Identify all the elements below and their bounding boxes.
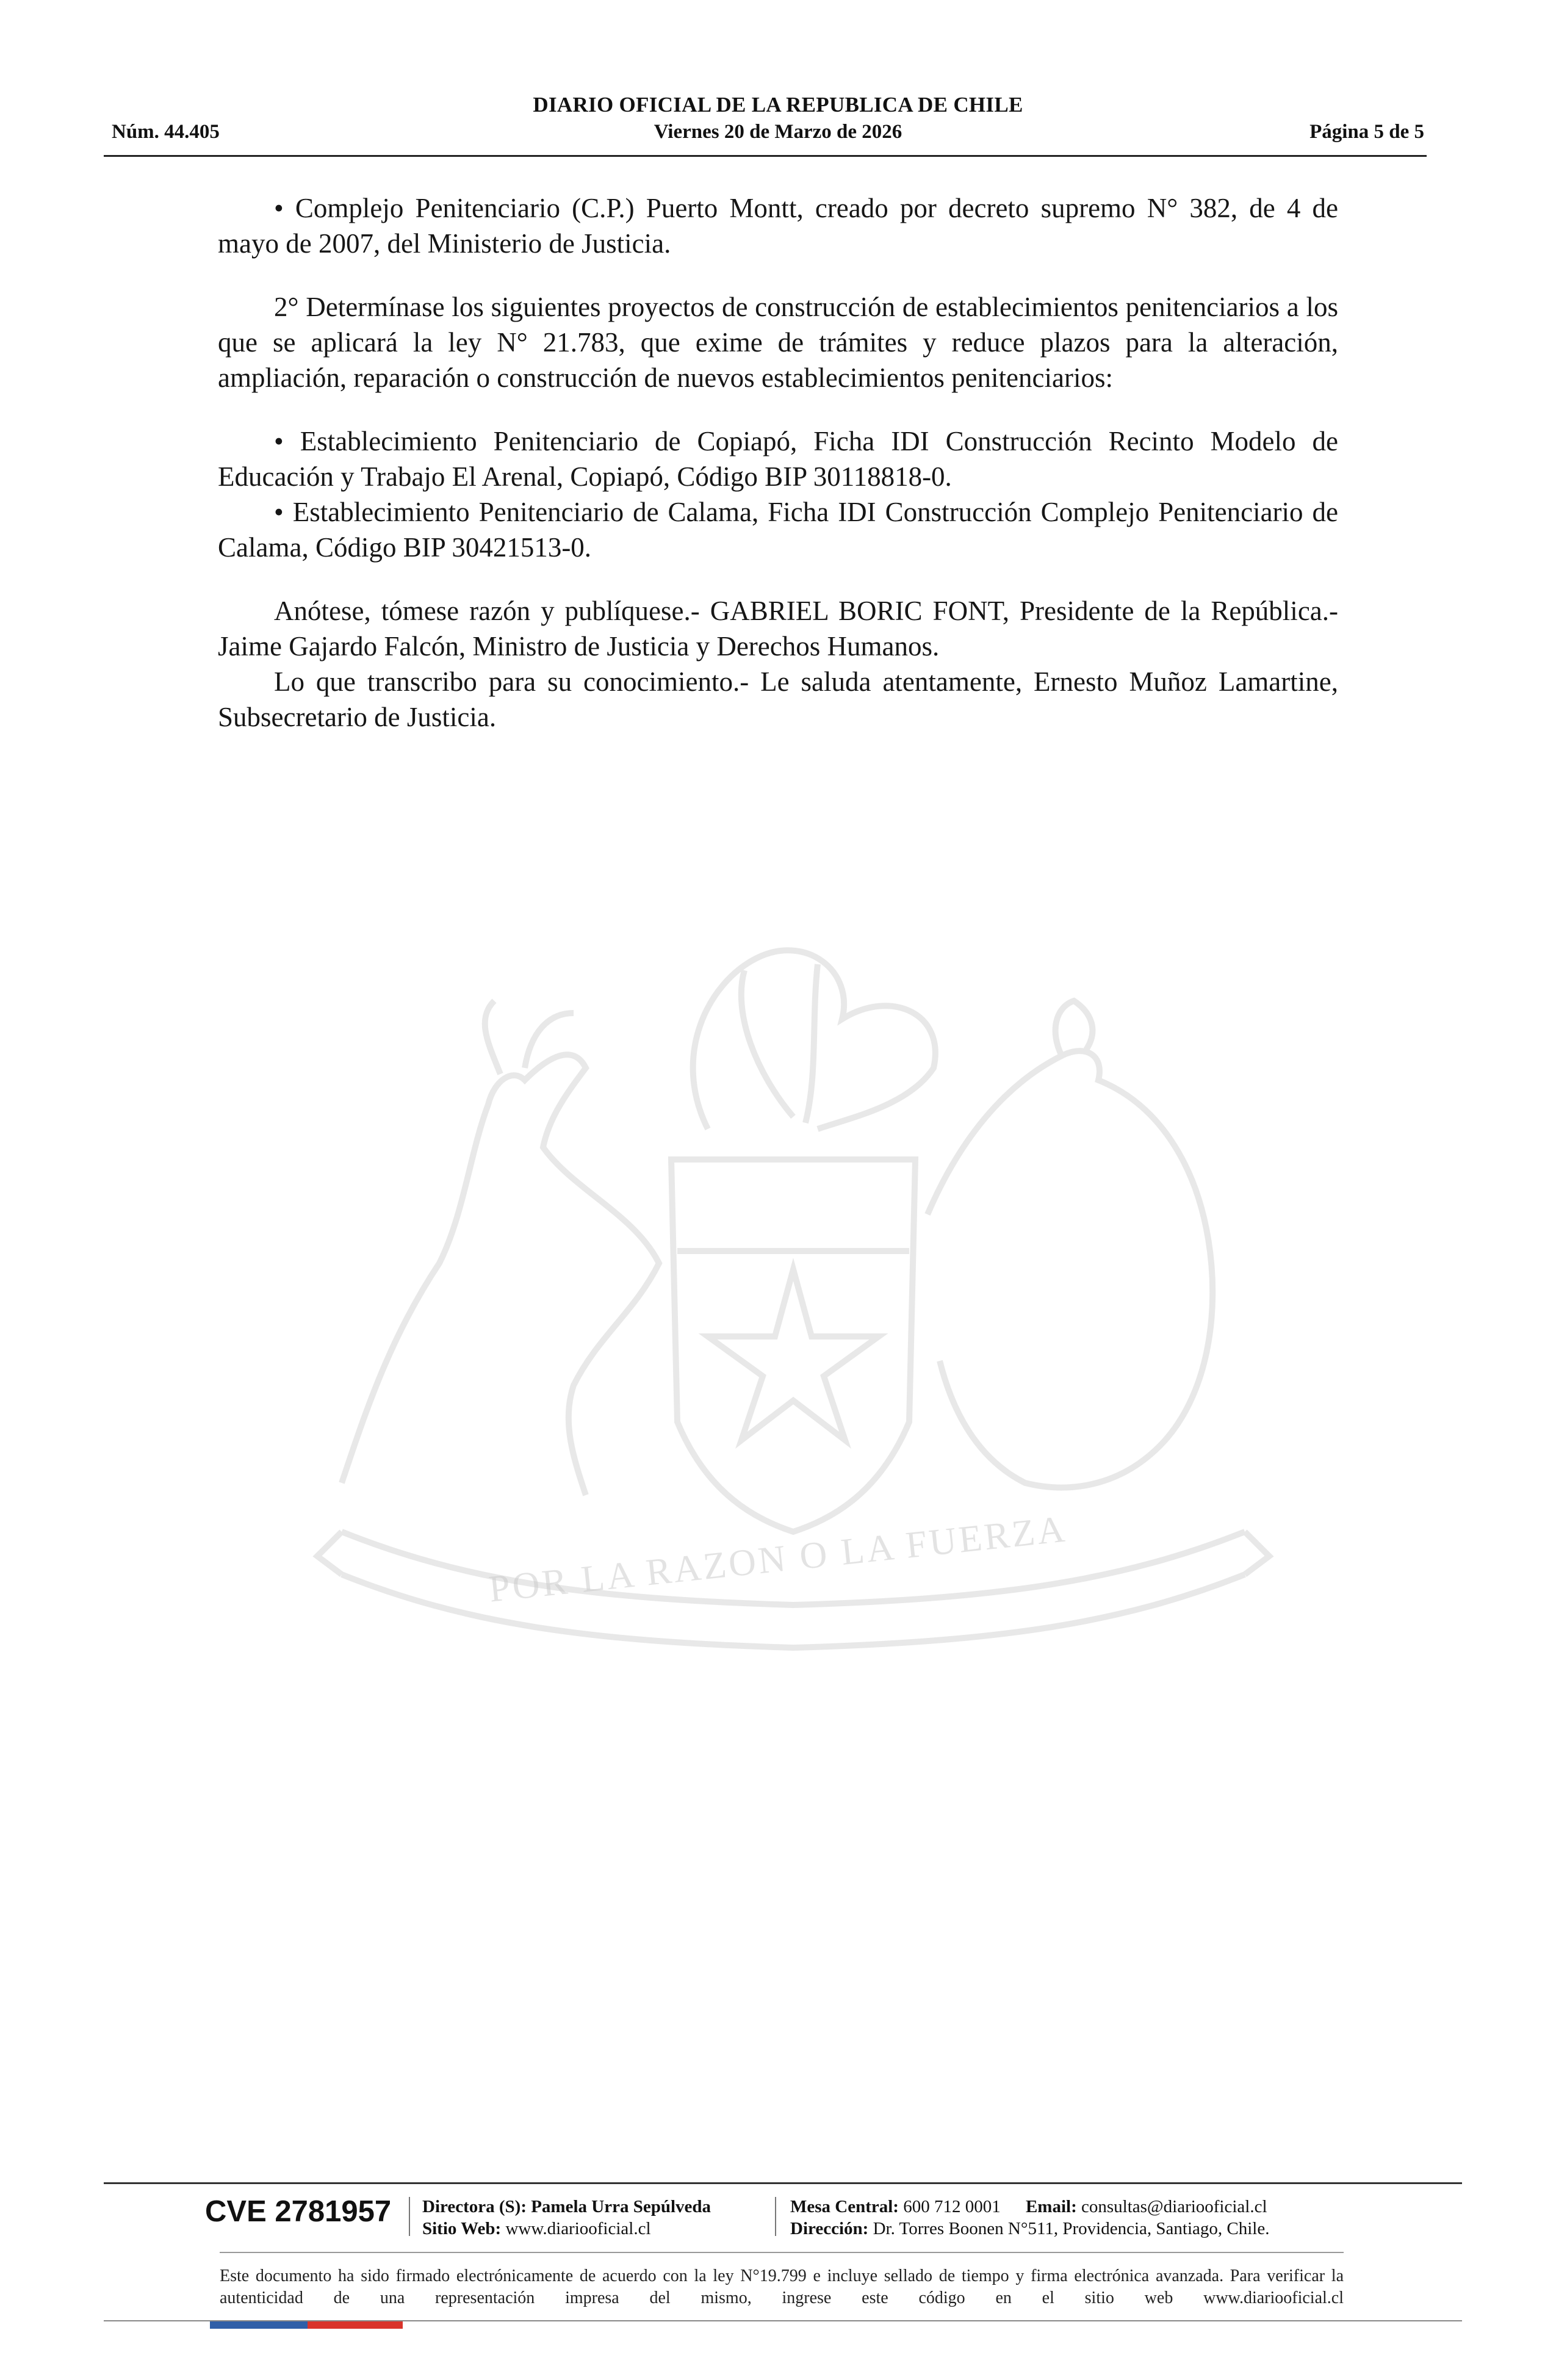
footer-divider: [775, 2197, 776, 2236]
header-divider: [104, 155, 1427, 157]
cve-code: CVE 2781957: [205, 2195, 392, 2228]
watermark-motto: POR LA RAZON O LA FUERZA: [486, 1508, 1069, 1610]
legal-note: Este documento ha sido firmado electrónicamente de acuerdo con la ley N°19.799 e incluye sellado de tiempo y firma electrónica avanzada. Para verificar la autenticidad de una representación impresa del mismo, ingrese este código en el sitio web www.diariooficial.cl: [220, 2266, 1344, 2307]
decree-body: [218, 190, 1338, 735]
paragraph-calama: • Establecimiento Penitenciario de Calama, Ficha IDI Construcción Complejo Penitenciario de Calama, Código BIP 30421513-0.: [218, 497, 1338, 563]
footer-divider: [409, 2197, 410, 2236]
page-number: Página 5 de 5: [1309, 121, 1424, 143]
footer-director-block: [422, 2196, 711, 2240]
paragraph-article-2: 2° Determínase los siguientes proyectos de construcción de establecimientos penitenciarios a los que se aplicará la ley N° 21.783, que exime de trámites y reduce plazos para la alteración, ampliación, reparación o construcción de nuevos establecimientos penitenciarios:: [218, 292, 1338, 393]
issue-date: Viernes 20 de Marzo de 2026: [654, 121, 902, 143]
newspaper-title: DIARIO OFICIAL DE LA REPUBLICA DE CHILE: [533, 93, 1023, 117]
website-label: Sitio Web:: [422, 2219, 502, 2238]
flag-stripe-blue: [210, 2321, 308, 2329]
paragraph-closing: Lo que transcribo para su conocimiento.- Le saluda atentamente, Ernesto Muñoz Lamartine, Subsecretario de Justicia.: [218, 666, 1338, 732]
director-label: Directora (S): Pamela Urra Sepúlveda: [422, 2197, 711, 2216]
footer-contact-block: [790, 2196, 1269, 2240]
email-link[interactable]: consultas@diariooficial.cl: [1081, 2197, 1267, 2216]
central-phone: 600 712 0001: [903, 2197, 1001, 2216]
address-value: Dr. Torres Boonen N°511, Providencia, Santiago, Chile.: [873, 2219, 1270, 2238]
footer-mid-rule: [220, 2252, 1344, 2253]
email-label: Email:: [1025, 2197, 1077, 2216]
flag-stripe-red: [308, 2321, 403, 2329]
address-label: Dirección:: [790, 2219, 869, 2238]
issue-number: Núm. 44.405: [112, 121, 220, 143]
central-label: Mesa Central:: [790, 2197, 899, 2216]
website-link[interactable]: www.diariooficial.cl: [505, 2219, 651, 2238]
footer-top-rule: [104, 2182, 1462, 2184]
paragraph-copiapo: • Establecimiento Penitenciario de Copiapó, Ficha IDI Construcción Recinto Modelo de Educación y Trabajo El Arenal, Copiapó, Código BIP 30118818-0.: [218, 426, 1338, 492]
paragraph-puerto-montt: • Complejo Penitenciario (C.P.) Puerto Montt, creado por decreto supremo N° 382, de 4 de mayo de 2007, del Ministerio de Justicia.: [218, 193, 1338, 259]
paragraph-signature: Anótese, tómese razón y publíquese.- GABRIEL BORIC FONT, Presidente de la República.- Jaime Gajardo Falcón, Ministro de Justicia y Derechos Humanos.: [218, 596, 1338, 662]
